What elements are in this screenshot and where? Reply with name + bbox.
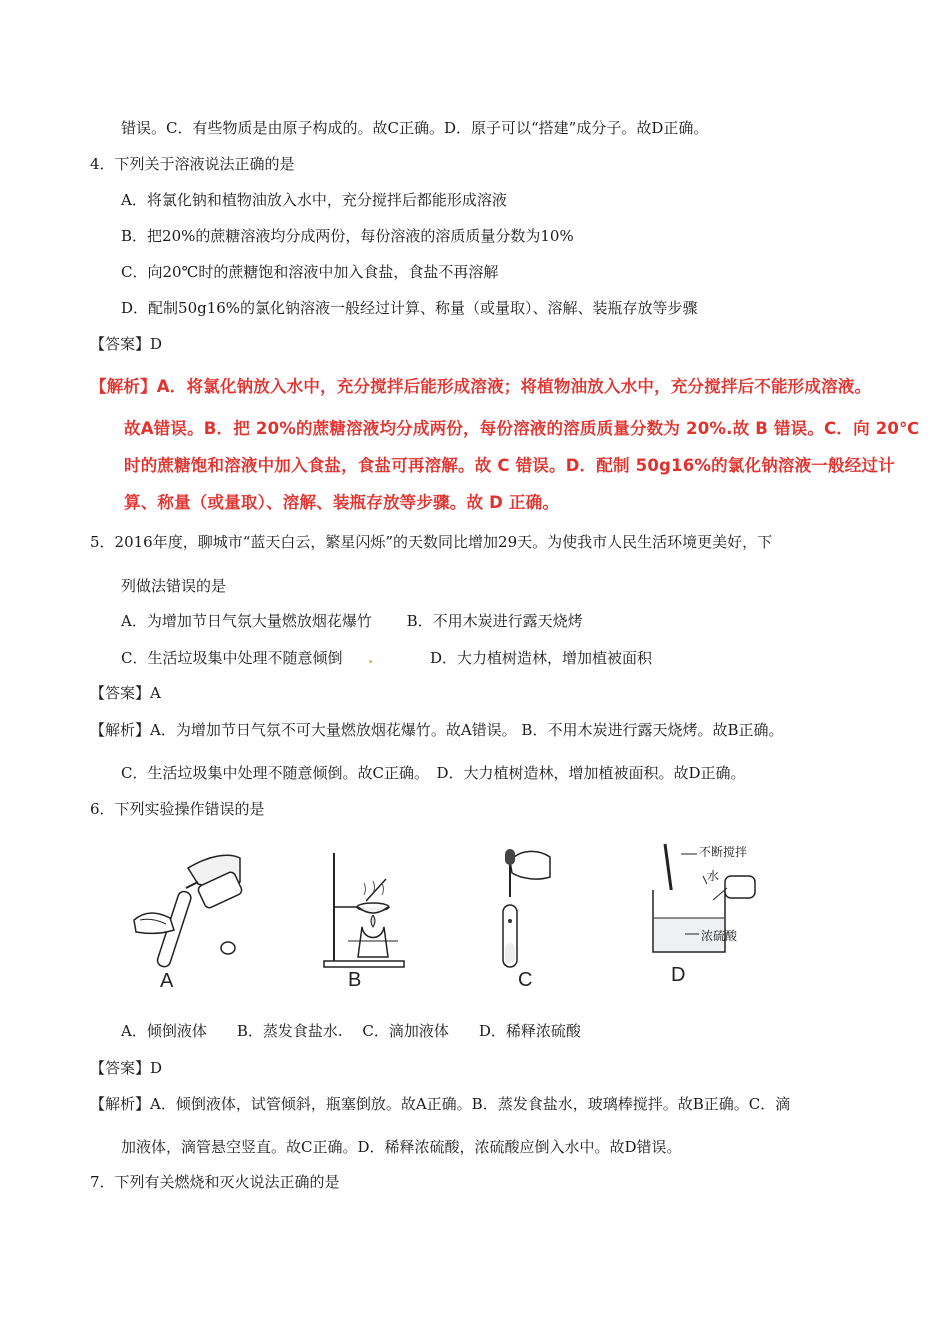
question-4: 4．下列关于溶液说法正确的是 [90, 155, 295, 173]
option-b: B．把20%的蔗糖溶液均分成两份，每份溶液的溶质质量分数为10% [121, 227, 574, 245]
option-c: C．生活垃圾集中处理不随意倾倒 [121, 649, 343, 667]
explanation-line: C．生活垃圾集中处理不随意倾倒。故C正确。 D．大力植树造林，增加植被面积。故D正确。 [121, 764, 746, 782]
pour-liquid-illustration [128, 848, 248, 973]
answer: 【答案】D [90, 335, 163, 353]
options-ab: A．为增加节日气氛大量燃放烟花爆竹 B．不用木炭进行露天烧烤 [121, 612, 583, 630]
explanation-line: 【解析】A．将氯化钠放入水中，充分搅拌后能形成溶液；将植物油放入水中，充分搅拌后不能形成溶液。 [90, 377, 872, 396]
answer: 【答案】A [90, 684, 161, 702]
stray-dot: . [368, 649, 374, 667]
figure-label: C [518, 969, 533, 991]
figure-label: B [348, 969, 362, 991]
figure-label: D [671, 964, 686, 986]
option-d: D．大力植树造林，增加植被面积 [430, 649, 653, 667]
figure-a [128, 848, 248, 998]
figure-c [490, 843, 560, 993]
evaporation-illustration [318, 845, 428, 973]
explanation-line: 故A错误。B．把 20%的蔗糖溶液均分成两份，每份溶液的溶质质量分数为 20%.故 B 错误。C．向 20℃ [124, 419, 920, 438]
figure-label: A [160, 970, 174, 992]
question-7: 7．下列有关燃烧和灭火说法正确的是 [90, 1173, 340, 1191]
explanation-line: 【解析】A．为增加节日气氛不可大量燃放烟花爆竹。故A错误。 B．不用木炭进行露天烧烤。故B正确。 [90, 721, 784, 739]
question-5-cont: 列做法错误的是 [121, 577, 227, 595]
option-a: A．将氯化钠和植物油放入水中，充分搅拌后都能形成溶液 [121, 191, 507, 209]
answer: 【答案】D [90, 1059, 163, 1077]
dropper-illustration [490, 843, 560, 971]
figure-d [645, 840, 795, 990]
explanation-line: 加液体，滴管悬空竖直。故C正确。D．稀释浓硫酸，浓硫酸应倒入水中。故D错误。 [121, 1138, 682, 1156]
text-line: 错误。C．有些物质是由原子构成的。故C正确。D．原子可以“搭建”成分子。故D正确。 [121, 119, 709, 137]
explanation-line: 时的蔗糖饱和溶液中加入食盐，食盐可再溶解。故 C 错误。D．配制 50g16%的氯化钠溶液一般经过计 [124, 456, 895, 475]
explanation-line: 算、称量（或量取）、溶解、装瓶存放等步骤。故 D 正确。 [124, 493, 560, 512]
question-6: 6．下列实验操作错误的是 [90, 800, 265, 818]
label-water: 水 [707, 869, 720, 883]
label-stir: 不断搅拌 [699, 845, 748, 859]
option-c: C．向20℃时的蔗糖饱和溶液中加入食盐，食盐不再溶解 [121, 263, 499, 281]
label-acid: 浓硫酸 [701, 929, 738, 943]
question-5: 5．2016年度，聊城市“蓝天白云，繁星闪烁”的天数同比增加29天。为使我市人民生活环境更美好，下 [90, 533, 773, 551]
option-d: D．配制50g16%的氯化钠溶液一般经过计算、称量（或量取）、溶解、装瓶存放等步骤 [121, 299, 698, 317]
figure-b [318, 845, 428, 995]
figure-options: A．倾倒液体 B．蒸发食盐水. C．滴加液体 D．稀释浓硫酸 [121, 1022, 581, 1040]
explanation-line: 【解析】A．倾倒液体，试管倾斜，瓶塞倒放。故A正确。B．蒸发食盐水，玻璃棒搅拌。故B正确。C．滴 [90, 1095, 791, 1113]
